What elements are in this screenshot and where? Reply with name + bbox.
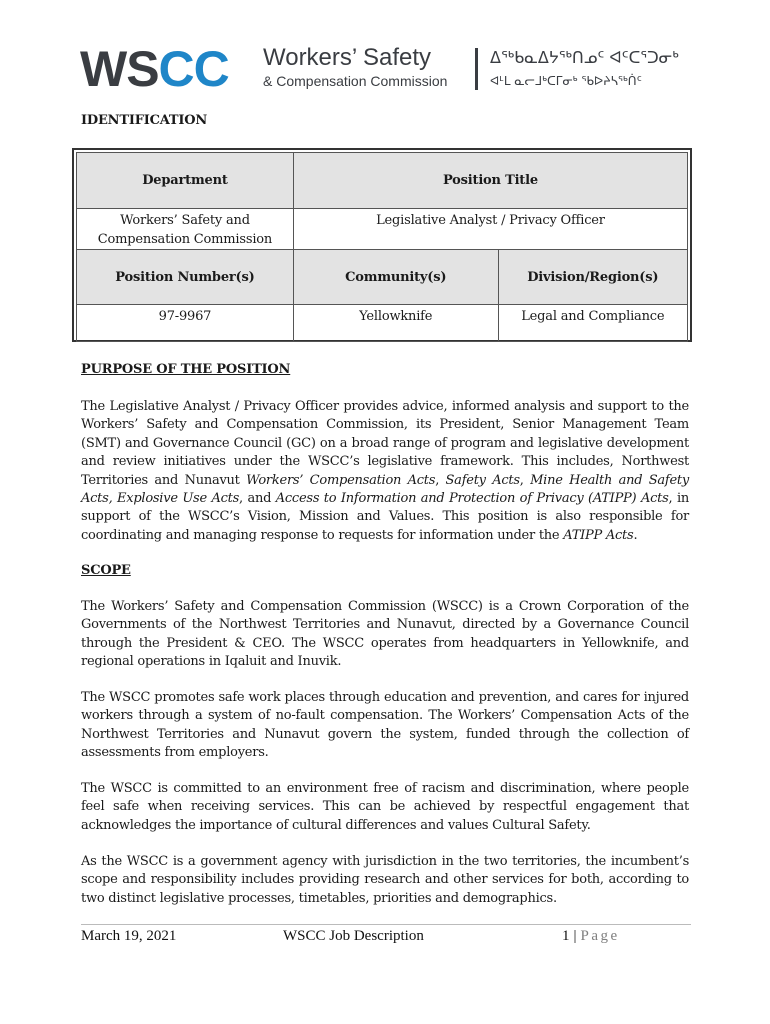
footer-date: March 19, 2021: [81, 928, 177, 944]
department-value: Workers’ Safety and Compensation Commission: [77, 209, 294, 250]
footer-page-number: 1 | Page: [562, 928, 620, 944]
logo-syllabics-line2: ᐊᒻᒪ ᓇᓕᒧᒃᑕᒥᓂᒃ ᖃᐅᔨᓴᖅᑏᑦ: [490, 74, 642, 88]
footer-divider: [81, 924, 691, 925]
logo-name-line1: Workers’ Safety: [263, 44, 432, 71]
logo-wordmark: WSCC: [80, 41, 229, 97]
position-number-value: 97-9967: [77, 305, 294, 342]
division-value: Legal and Compliance: [498, 305, 687, 342]
purpose-paragraph: The Legislative Analyst / Privacy Officer provides advice, informed analysis and support to the Workers’ Safety and Compensation Commission, its President, Senior Management Team (SMT) and Governance Council (GC) on a broad range of program and legislative development and review initiatives under the WSCC’s legislative framework. This includes, Northwest Territories and Nunavut Workers’ Compensation Acts, Safety Acts, Mine Health and Safety Acts, Explosive Use Acts, and Access to Information and Protection of Privacy (ATIPP) Acts, in support of the WSCC’s Vision, Mission and Values. This position is also responsible for coordinating and managing response to requests for information under the ATIPP Acts.: [81, 399, 689, 543]
logo-divider: [475, 48, 478, 90]
community-header: Community(s): [293, 250, 498, 305]
logo-name-line2: & Compensation Commission: [263, 73, 448, 89]
scope-paragraph-4: As the WSCC is a government agency with jurisdiction in the two territories, the incumbent’s scope and responsibility includes providing research and other services for both, according to two distinct legislative processes, timetables, priorities and demographics.: [81, 854, 689, 906]
position-number-header: Position Number(s): [77, 250, 294, 305]
position-title-header: Position Title: [293, 153, 687, 209]
division-header: Division/Region(s): [498, 250, 687, 305]
scope-heading: SCOPE: [81, 563, 131, 578]
identification-table: [72, 148, 692, 342]
logo-syllabics-line1: ᐃᖅᑲᓇᐃᔭᖅᑎᓄᑦ ᐊᑦᑕᕐᑐᓂᒃ: [490, 48, 679, 67]
purpose-heading: PURPOSE OF THE POSITION: [81, 362, 291, 377]
scope-paragraph-2: The WSCC promotes safe work places through education and prevention, and cares for injured workers through a system of no-fault compensation. The Workers’ Compensation Acts of the Northwest Territories and Nunavut govern the system, funded through the collection of assessments from employers.: [81, 690, 689, 761]
position-title-value: Legislative Analyst / Privacy Officer: [293, 209, 687, 250]
department-header: Department: [77, 153, 294, 209]
wscc-logo: [80, 41, 700, 97]
scope-paragraph-1: The Workers’ Safety and Compensation Commission (WSCC) is a Crown Corporation of the Governments of the Northwest Territories and Nunavut, directed by a Governance Council through the President & CEO. The WSCC operates from headquarters in Yellowknife, and regional operations in Iqaluit and Inuvik.: [81, 599, 689, 670]
scope-paragraph-3: The WSCC is committed to an environment free of racism and discrimination, where people feel safe when receiving services. This can be achieved by respectful engagement that acknowledges the importance of cultural differences and values Cultural Safety.: [81, 781, 689, 833]
community-value: Yellowknife: [293, 305, 498, 342]
identification-heading: IDENTIFICATION: [81, 113, 208, 128]
footer-title: WSCC Job Description: [283, 928, 424, 944]
